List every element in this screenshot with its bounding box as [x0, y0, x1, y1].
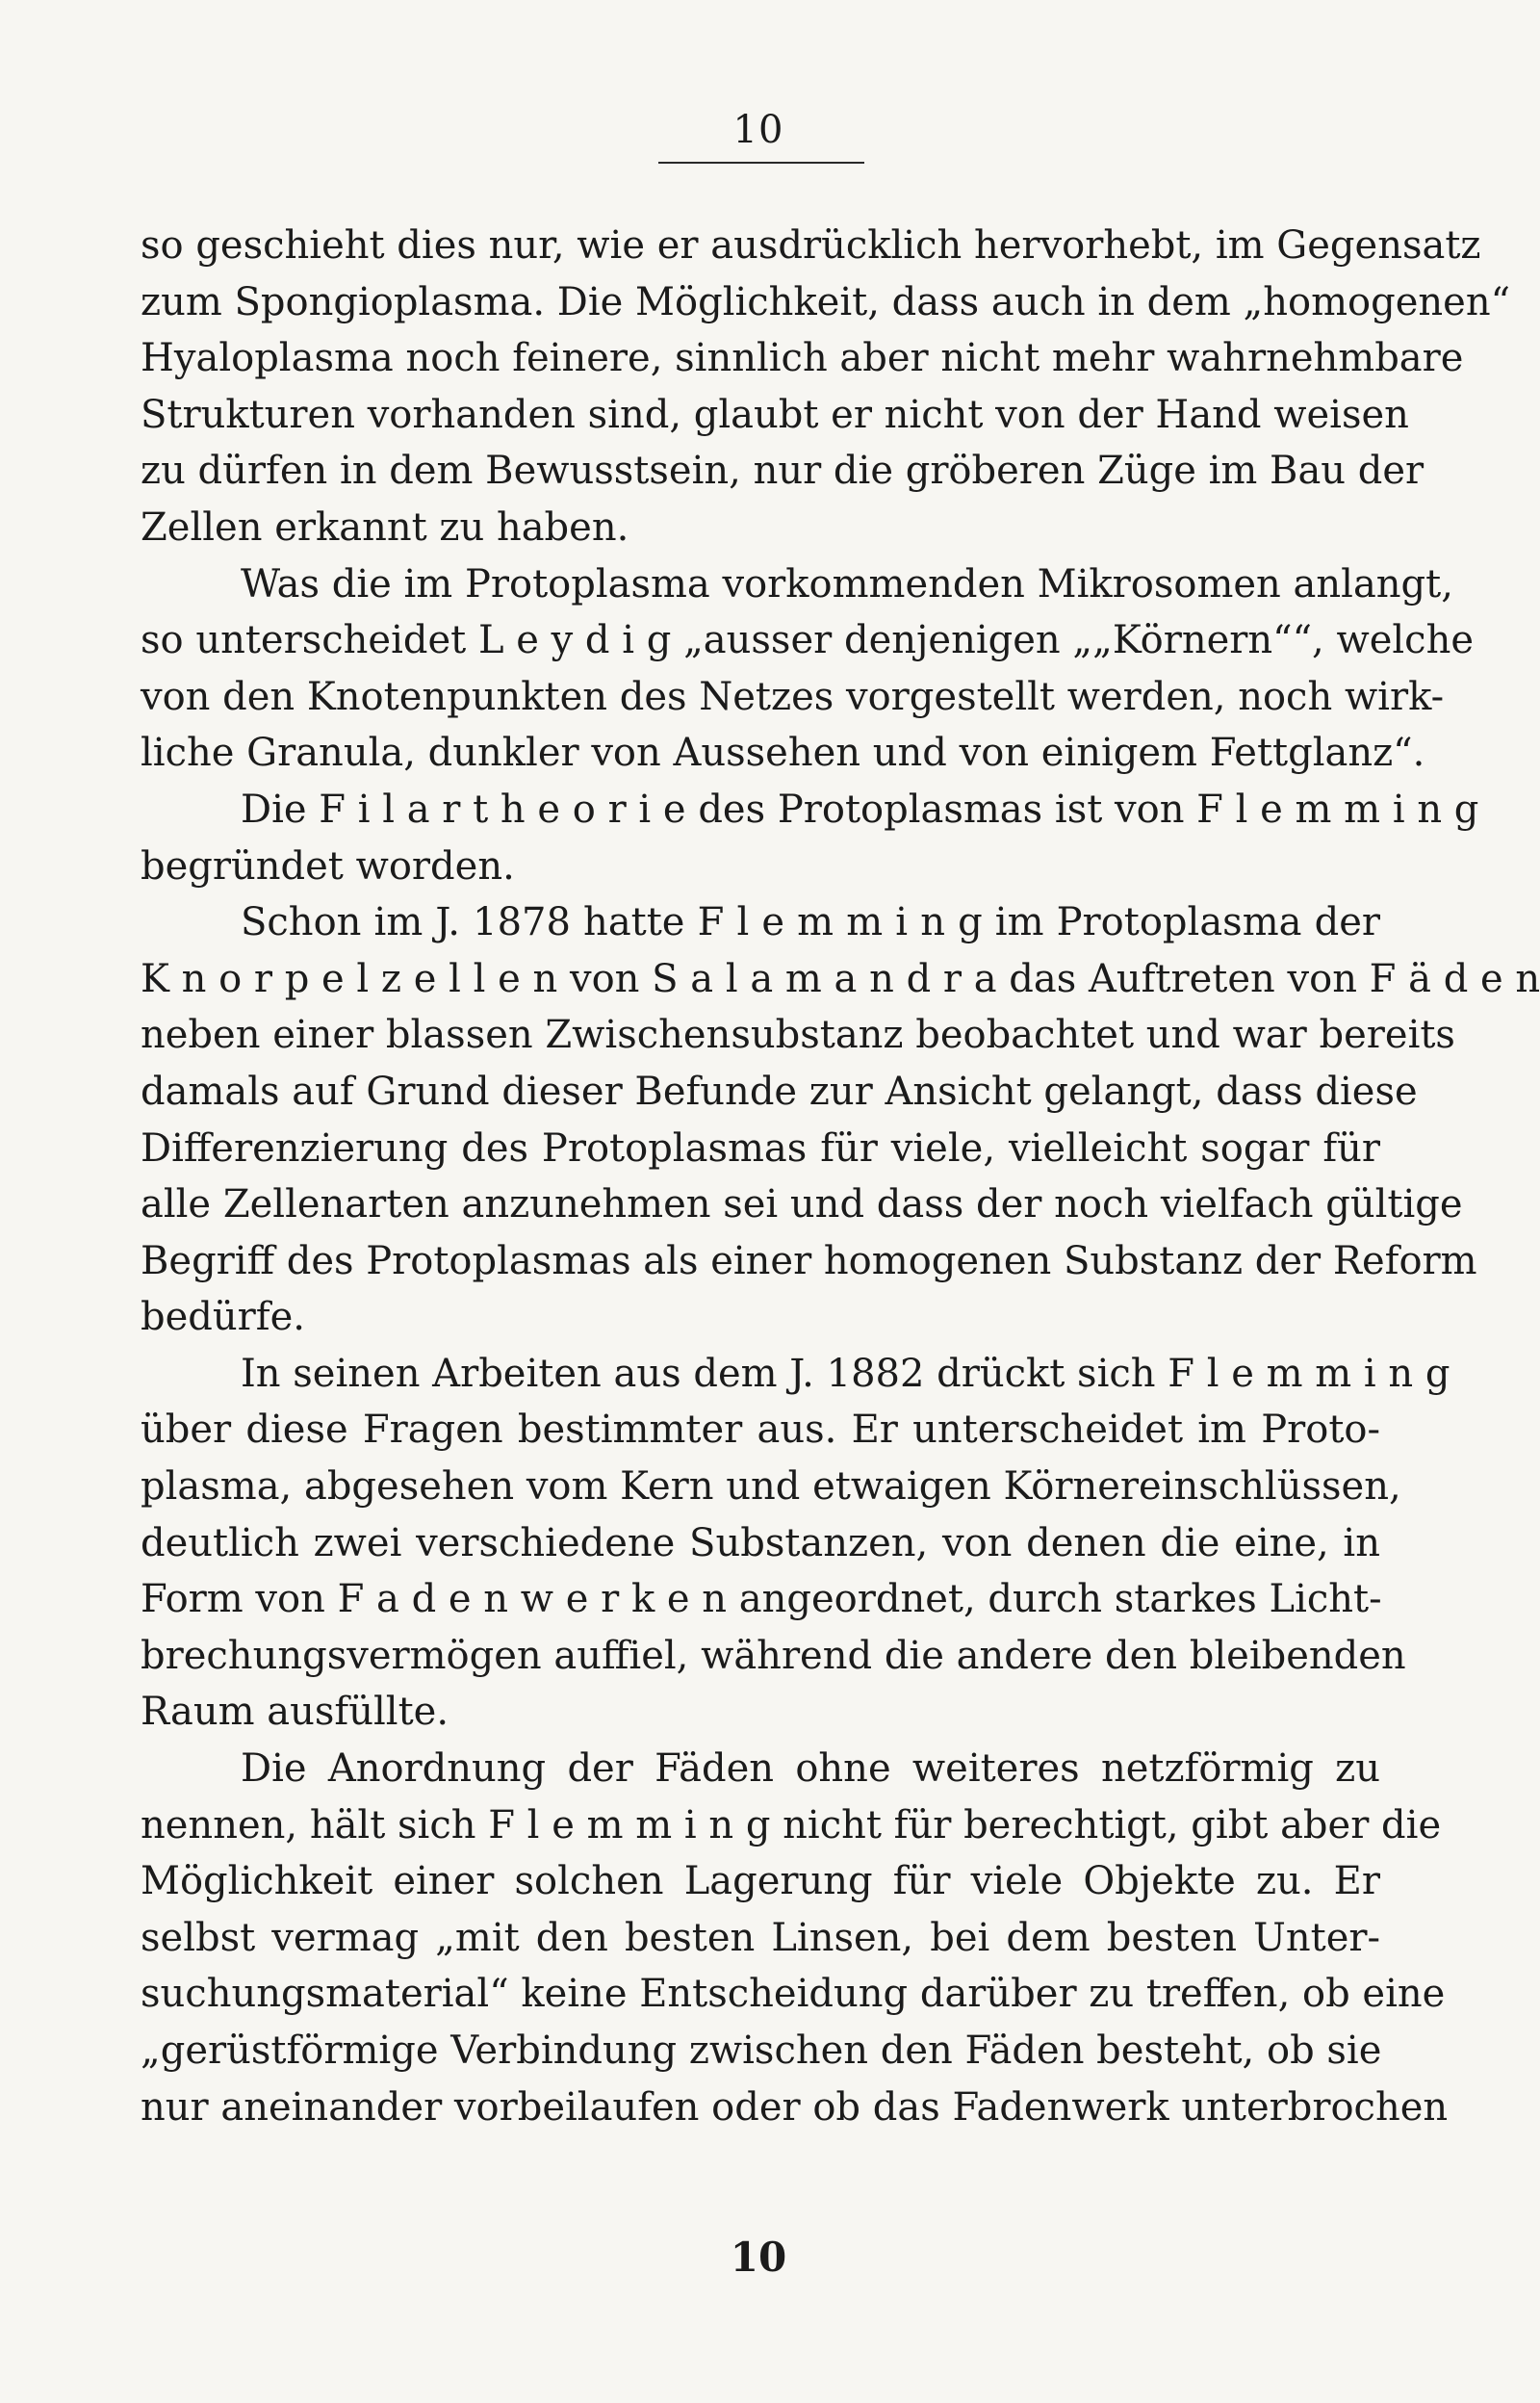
text-line: begründet worden.	[141, 843, 515, 889]
text-line: nur aneinander vorbeilaufen oder ob das Fadenwerk unterbrochen	[141, 2084, 1449, 2130]
text-line: damals auf Grund dieser Befunde zur Ansicht gelangt, dass diese	[141, 1069, 1418, 1114]
text-line: so geschieht dies nur, wie er ausdrücklich hervorhebt, im Gegensatz	[141, 223, 1481, 268]
text-line: plasma, abgesehen vom Kern und etwaigen Körnereinschlüssen,	[141, 1464, 1401, 1510]
header-page-number-text: 10	[732, 108, 784, 152]
text-line: Die Anordnung der Fäden ohne weiteres netzförmig zu	[241, 1746, 1380, 1792]
text-line: K n o r p e l z e l l e n von S a l a m a n d r a das Auftreten von F ä d e n	[141, 956, 1540, 1001]
text-line: suchungsmaterial“ keine Entscheidung darüber zu treffen, ob eine	[141, 1972, 1446, 2017]
text-line: Begriff des Protoplasmas als einer homogenen Substanz der Reform	[141, 1238, 1477, 1283]
text-line: In seinen Arbeiten aus dem J. 1882 drückt sich F l e m m i n g	[241, 1351, 1450, 1396]
text-line: nennen, hält sich F l e m m i n g nicht für berechtigt, gibt aber die	[141, 1802, 1442, 1847]
text-line: Strukturen vorhanden sind, glaubt er nicht von der Hand weisen	[141, 392, 1409, 437]
footer-page-number	[0, 2234, 1517, 2281]
text-line: zum Spongioplasma. Die Möglichkeit, dass auch in dem „homogenen“	[141, 279, 1511, 324]
text-line: über diese Fragen bestimmter aus. Er unterscheidet im Proto-	[141, 1408, 1380, 1453]
text-line: Die F i l a r t h e o r i e des Protoplasmas ist von F l e m m i n g	[241, 787, 1479, 832]
text-line: Möglichkeit einer solchen Lagerung für viele Objekte zu. Er	[141, 1859, 1380, 1904]
text-line: „gerüstförmige Verbindung zwischen den Fäden besteht, ob sie	[141, 2028, 1382, 2073]
text-line: zu dürfen in dem Bewusstsein, nur die gröberen Züge im Bau der	[141, 449, 1424, 494]
text-line: Was die im Protoplasma vorkommenden Mikrosomen anlangt,	[241, 561, 1453, 607]
text-line: Schon im J. 1878 hatte F l e m m i n g im Protoplasma der	[241, 900, 1380, 945]
text-line: liche Granula, dunkler von Aussehen und von einigem Fettglanz“.	[141, 731, 1425, 776]
text-line: von den Knotenpunkten des Netzes vorgestellt werden, noch wirk-	[141, 674, 1445, 719]
text-line: alle Zellenarten anzunehmen sei und dass der noch vielfach gültige	[141, 1182, 1463, 1227]
text-line: Form von F a d e n w e r k e n angeordnet, durch starkes Licht-	[141, 1577, 1382, 1622]
footer-page-number-text: 10	[730, 2234, 787, 2281]
text-line: bedürfe.	[141, 1295, 305, 1340]
text-line: Raum ausfüllte.	[141, 1690, 449, 1735]
text-line: Differenzierung des Protoplasmas für viele, vielleicht sogar für	[141, 1125, 1380, 1171]
text-line: Zellen erkannt zu haben.	[141, 504, 629, 550]
text-line: brechungsvermögen auffiel, während die andere den bleibenden	[141, 1633, 1406, 1678]
text-line: deutlich zwei verschiedene Substanzen, von denen die eine, in	[141, 1520, 1380, 1565]
body-text	[141, 218, 1540, 2135]
text-line: so unterscheidet L e y d i g „ausser denjenigen „„Körnern““, welche	[141, 618, 1475, 663]
text-line: neben einer blassen Zwischensubstanz beobachtet und war bereits	[141, 1013, 1455, 1058]
header-rule	[658, 162, 864, 164]
header-page-number	[0, 108, 1517, 152]
text-line: selbst vermag „mit den besten Linsen, bei dem besten Unter-	[141, 1915, 1380, 1960]
text-line: Hyaloplasma noch feinere, sinnlich aber nicht mehr wahrnehmbare	[141, 336, 1464, 381]
